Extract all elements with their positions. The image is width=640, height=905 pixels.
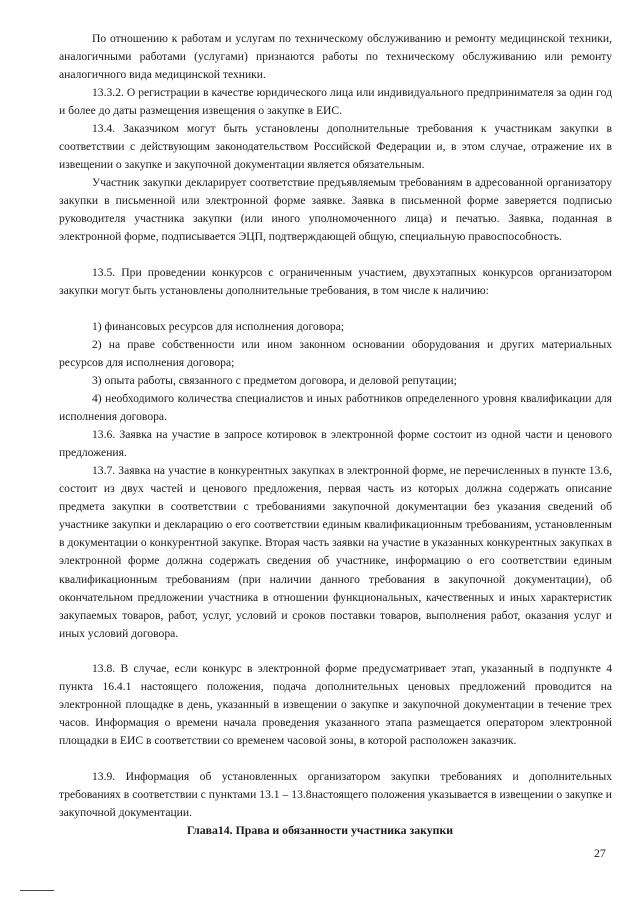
list-item-4: 4) необходимого количества специалистов и иных работников определенного уровня квалификации для исполнения договора.: [59, 392, 612, 424]
paragraph-13-8: 13.8. В случае, если конкурс в электронной форме предусматривает этап, указанный в подпункте 4 пункта 16.4.1 настоящего положения, подача дополнительных ценовых предложений проводится на электронной площадке в день, указанный в извещении о закупке и закупочной документации в течение трех часов. Информация о времени начала проведения указанного этапа размещается оператором электронной площадки в ЕИС в соответствии со временем часовой зоны, в которой расположен заказчик.: [59, 662, 612, 748]
paragraph-13-9: 13.9. Информация об установленных организатором закупки требованиях и дополнительных требованиях в соответствии с пунктами 13.1 – 13.8настоящего положения указывается в извещении о закупке и закупочной документации.: [59, 770, 612, 820]
paragraph-13-4: 13.4. Заказчиком могут быть установлены дополнительные требования к участникам закупки в соответствии с действующим законодательством Российской Федерации и, в этом случае, отражение их в извещении о закупке и закупочной документации является обязательным.: [59, 122, 612, 172]
paragraph-13-6: 13.6. Заявка на участие в запросе котировок в электронной форме состоит из одной части и ценового предложения.: [59, 428, 612, 460]
paragraph-13-3-2: 13.3.2. О регистрации в качестве юридического лица или индивидуального предпринимателя за один год и более до даты размещения извещения о закупке в ЕИС.: [59, 86, 612, 118]
list-item-1: 1) финансовых ресурсов для исполнения договора;: [92, 320, 345, 333]
page-number: 27: [594, 846, 606, 860]
paragraph-13-7: 13.7. Заявка на участие в конкурентных закупках в электронной форме, не перечисленных в пункте 13.6, состоит из двух частей и ценового предложения, первая часть из которых должна содержать описание предмета закупки в соответствии с требованиями закупочной документации без указания сведений об участнике закупки и декларацию о его соответствии единым квалификационным требованиям, установленным в документации о конкурентной закупке. Вторая часть заявки на участие в указанных конкурентных закупках в электронной форме должна содержать сведения об участнике, информацию о его соответствии единым квалификационным требованиям (при наличии данного требования в закупочной документации), об окончательном предложении участника в отношении функциональных, качественных и иных характеристик закупаемых товаров, работ, услуг, условий и сроков поставки товаров, выполнения работ, оказания услуг и иных условий договора.: [59, 464, 612, 640]
paragraph-13-5: 13.5. При проведении конкурсов с ограниченным участием, двухэтапных конкурсов организатором закупки могут быть установлены дополнительные требования, в том числе к наличию:: [59, 266, 612, 298]
list-item-3: 3) опыта работы, связанного с предметом договора, и деловой репутации;: [92, 374, 457, 387]
chapter-heading: Глава14. Права и обязанности участника закупки: [186, 823, 454, 837]
paragraph-declaration: Участник закупки декларирует соответствие предъявляемым требованиям в адресованной организатору закупки в письменной или электронной форме заявке. Заявка в письменной форме заверяется подписью руководителя участника закупки (или иного уполномоченного лица) и печатью. Заявка, поданная в электронной форме, подписывается ЭЦП, подтверждающей общую, специальную правоспособность.: [59, 176, 612, 244]
paragraph-medical-equipment: По отношению к работам и услугам по техническому обслуживанию и ремонту медицинской техники, аналогичными работами (услугами) признаются работы по техническому обслуживанию или ремонту аналогичного вида медицинской техники.: [59, 32, 612, 82]
list-item-2: 2) на праве собственности или ином законном основании оборудования и других материальных ресурсов для исполнения договора;: [59, 338, 612, 370]
footnote-rule: [20, 890, 54, 891]
